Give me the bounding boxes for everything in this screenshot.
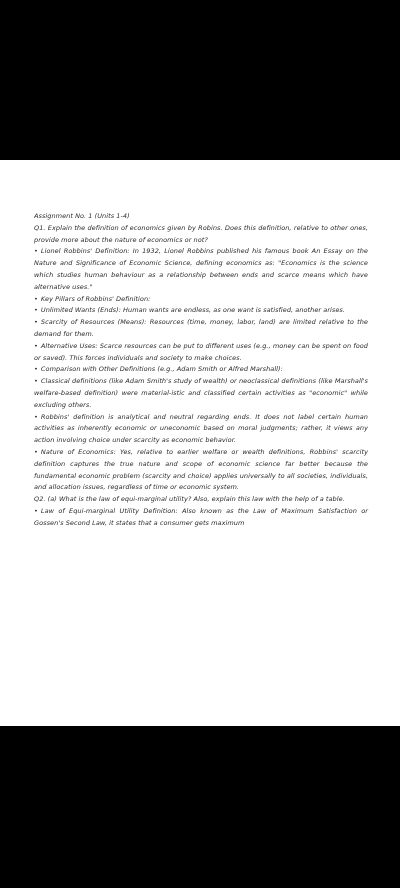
robbins-definition: • Lionel Robbins' Definition: In 1932, Lionel Robbins published his famous book An Essay on the Nature and Significance of Economic Science, defining economics as: "Economics is the science which studies human behaviour as a relationship between ends and scarce means which have alternative uses." bbox=[34, 246, 368, 293]
handwritten-notes bbox=[34, 211, 368, 530]
nature-of-economics-point: • Nature of Economics: Yes, relative to earlier welfare or wealth definitions, Robbins' scarcity definition captures the true nature and scope of economic science far better because the fundamental economic problem (scarcity and choice) applies universally to all societies, individuals, and allocation issues, regardless of time or economic system. bbox=[34, 447, 368, 494]
scarcity-point: • Scarcity of Resources (Means): Resources (time, money, labor, land) are limited relative to the demand for them. bbox=[34, 317, 368, 341]
classical-definitions-point: • Classical definitions (like Adam Smith's study of wealth) or neoclassical definitions (like Marshall's welfare-based definition) were material-istic and classified certain activities as "economic" while excluding others. bbox=[34, 376, 368, 411]
alternative-uses-point: • Alternative Uses: Scarce resources can be put to different uses (e.g., money can be spent on food or saved). This forces individuals and society to make choices. bbox=[34, 341, 368, 365]
assignment-heading: Assignment No. 1 (Units 1-4) bbox=[34, 212, 130, 220]
equi-marginal-definition: • Law of Equi-marginal Utility Definition: Also known as the Law of Maximum Satisfaction or Gossen's Second Law, it states that a consumer gets maximum bbox=[34, 506, 368, 530]
comparison-heading: • Comparison with Other Definitions (e.g., Adam Smith or Alfred Marshall): bbox=[34, 364, 368, 376]
question-2a: Q2. (a) What is the law of equi-marginal utility? Also, explain this law with the help of a table. bbox=[34, 495, 345, 504]
notes-page bbox=[0, 160, 400, 726]
key-pillars-heading: • Key Pillars of Robbins' Definition: bbox=[34, 294, 368, 306]
unlimited-wants-point: • Unlimited Wants (Ends): Human wants are endless, as one want is satisfied, another arises. bbox=[34, 305, 368, 317]
analytical-neutral-point: • Robbins' definition is analytical and neutral regarding ends. It does not label certain human activities as inherently economic or uneconomic based on moral judgments; rather, it views any action involving choice under scarcity as economic behavior. bbox=[34, 412, 368, 447]
question-1: Q1. Explain the definition of economics given by Robins. Does this definition, relative to other ones, provide more about the nature of economics or not? bbox=[34, 223, 368, 244]
